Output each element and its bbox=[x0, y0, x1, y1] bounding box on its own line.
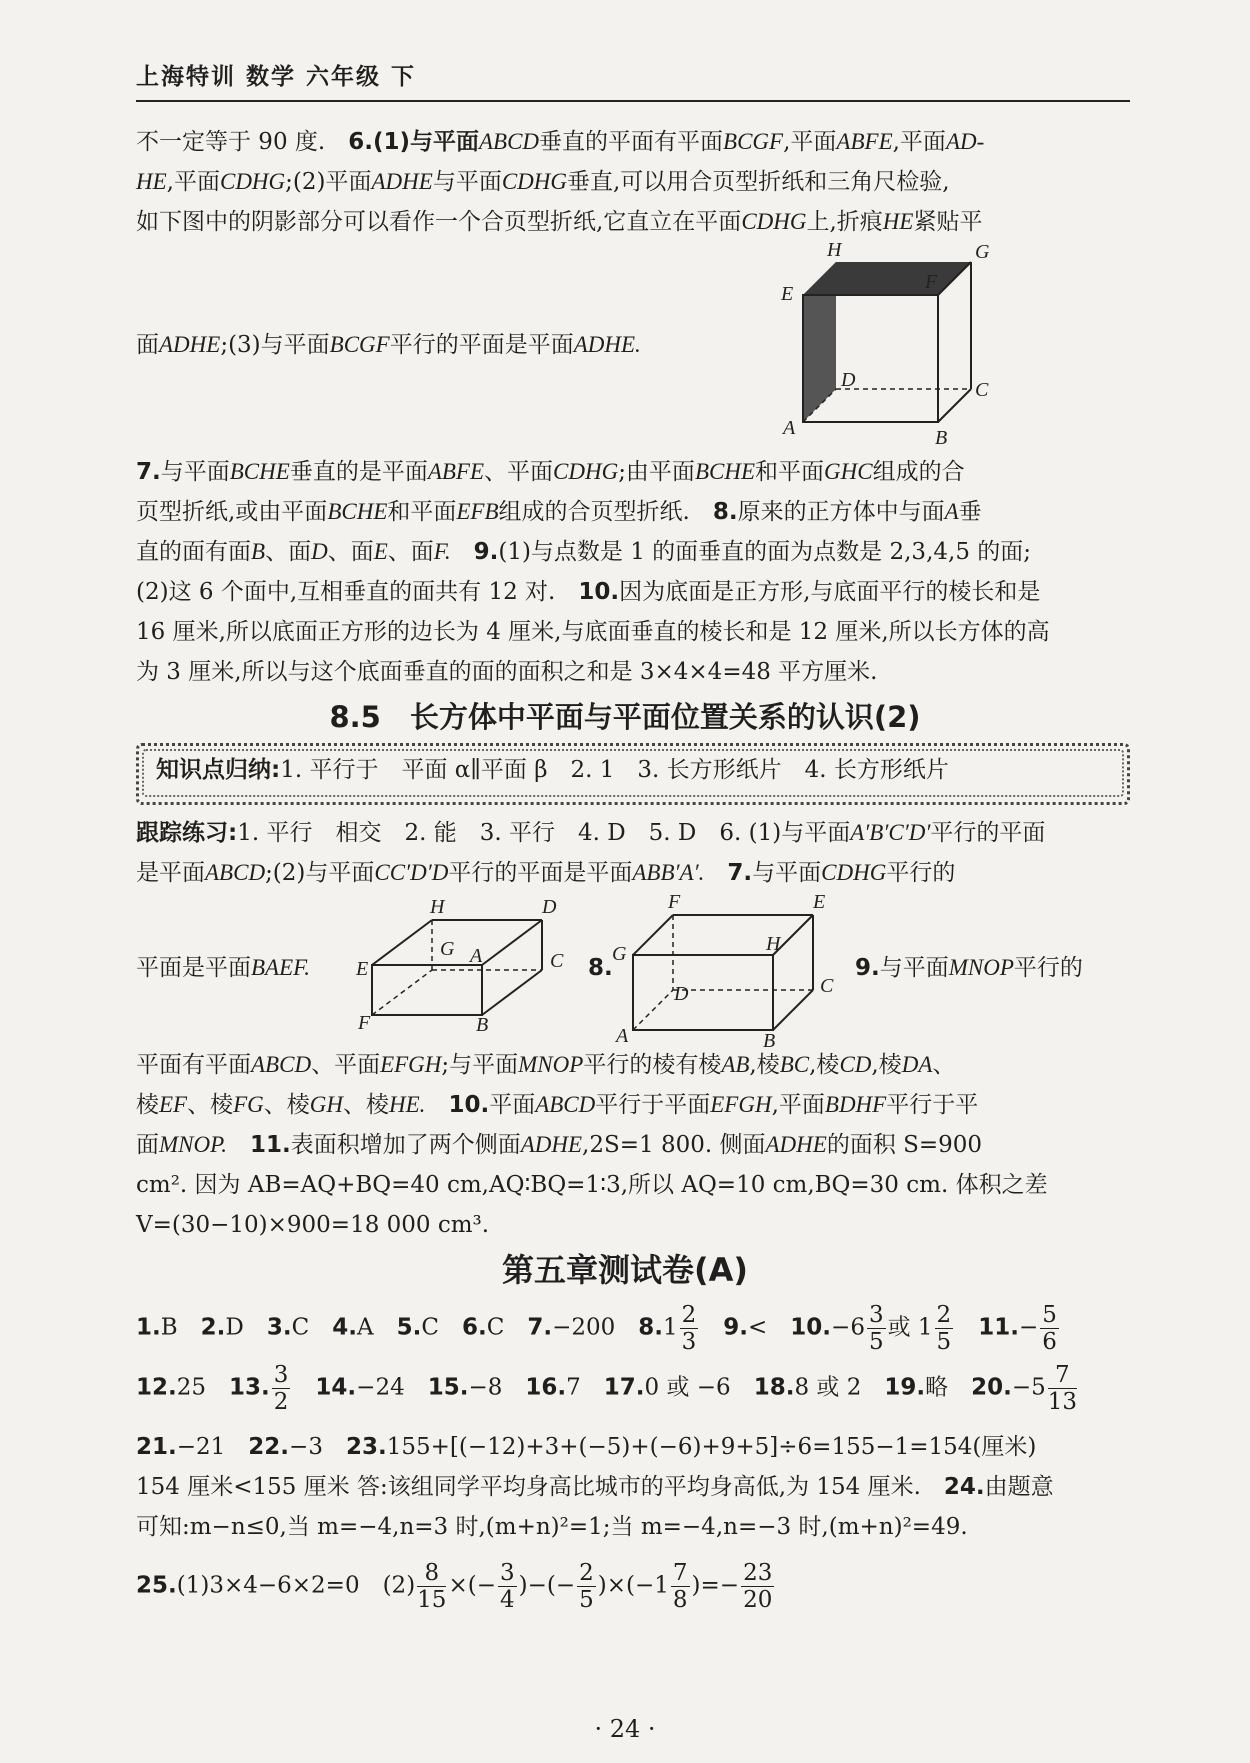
text-line: (2)这 6 个面中,互相垂直的面共有 12 对. 10.因为底面是正方形,与底面平行的棱长和是 bbox=[136, 579, 1041, 605]
text-line: V=(30−10)×900=18 000 cm³. bbox=[136, 1212, 490, 1238]
chapter-title: 第五章测试卷(A) bbox=[501, 1251, 749, 1289]
label-c: C bbox=[550, 950, 564, 972]
label-e: E bbox=[356, 958, 369, 980]
text-line: 不一定等于 90 度. 6.(1)与平面ABCD垂直的平面有平面BCGF,平面ABFE,平面AD- bbox=[136, 129, 985, 155]
answer-row: 可知:m−n≤0,当 m=−4,n=3 时,(m+n)²=1;当 m=−4,n=−3 时,(m+n)²=49. bbox=[136, 1514, 968, 1540]
label-g: G bbox=[440, 938, 455, 960]
label-c: C bbox=[975, 379, 989, 401]
text-line: 为 3 厘米,所以与这个底面垂直的面的面积之和是 3×4×4=48 平方厘米. bbox=[136, 659, 878, 685]
section-title-8-5: 8.5 长方体中平面与平面位置关系的认识(2) bbox=[329, 700, 921, 734]
label-e: E bbox=[781, 283, 794, 305]
header-rule bbox=[136, 100, 1130, 102]
box-figure-3 bbox=[608, 890, 838, 1050]
label-h: H bbox=[430, 896, 445, 918]
answer-row: 25.(1)3×4−6×2=0 (2) $\frac{8}{15}$ ×(− $\frac{3}{4}$ )−(− $\frac{2}{5}$ )×(−1 $\frac{7}{8}$ )=− $\frac{23}{20}$ bbox=[136, 1560, 773, 1613]
page-number: · 24 · bbox=[594, 1715, 656, 1743]
text-line: 面MNOP. 11.表面积增加了两个侧面ADHE,2S=1 800. 侧面ADHE的面积 S=900 bbox=[136, 1132, 983, 1158]
answer-row: 21.−21 22.−3 23.155+[(−12)+3+(−5)+(−6)+9+5]÷6=155−1=154(厘米) bbox=[136, 1434, 1037, 1460]
label-a: A bbox=[616, 1025, 629, 1047]
label-d: D bbox=[542, 896, 557, 918]
label-f: F bbox=[358, 1012, 371, 1034]
label-a: A bbox=[470, 945, 483, 967]
text-line: 直的面有面B、面D、面E、面F. 9.(1)与点数是 1 的面垂直的面为点数是 2,3,4,5 的面; bbox=[136, 539, 1032, 565]
label-b: B bbox=[476, 1014, 489, 1035]
label-f: F bbox=[668, 891, 681, 913]
answer-row: 1.B 2.D 3.C 4.A 5.C 6.C 7.−200 8.1 $\frac{2}{3}$ 9.< 10.−6 $\frac{3}{5}$ 或 1 $\frac{2}{5}$ 11.− $\frac{5}{6}$ bbox=[136, 1302, 1057, 1355]
label-e: E bbox=[813, 891, 826, 913]
label-b: B bbox=[763, 1030, 776, 1050]
label-d: D bbox=[841, 369, 856, 391]
label-h: H bbox=[766, 933, 781, 955]
text-line: 16 厘米,所以底面正方形的边长为 4 厘米,与底面垂直的棱长和是 12 厘米,所以长方体的高 bbox=[136, 619, 1050, 645]
text-line: HE,平面CDHG;(2)平面ADHE与平面CDHG垂直,可以用合页型折纸和三角尺检验, bbox=[136, 169, 950, 195]
text-line: 棱EF、棱FG、棱GH、棱HE. 10.平面ABCD平行于平面EFGH,平面BDHF平行于平 bbox=[136, 1092, 979, 1118]
label-g: G bbox=[612, 943, 627, 965]
box-figure-2 bbox=[352, 895, 572, 1035]
label-f: F bbox=[925, 271, 938, 293]
label-b: B bbox=[935, 427, 948, 449]
text-line: cm². 因为 AB=AQ+BQ=40 cm,AQ∶BQ=1∶3,所以 AQ=10 cm,BQ=30 cm. 体积之差 bbox=[136, 1172, 1048, 1198]
answer-row: 12.25 13. $\frac{3}{2}$ 14.−24 15.−8 16.7 17.0 或 −6 18.8 或 2 19.略 20.−5 $\frac{7}{13}$ bbox=[136, 1362, 1078, 1415]
text-line: 如下图中的阴影部分可以看作一个合页型折纸,它直立在平面CDHG上,折痕HE紧贴平 bbox=[136, 209, 983, 235]
cube-figure-1 bbox=[775, 238, 1005, 453]
summary-line: 知识点归纳:1. 平行于 平面 α∥平面 β 2. 1 3. 长方形纸片 4. 长方形纸片 bbox=[156, 757, 949, 783]
label-c: C bbox=[820, 975, 834, 997]
text-line: 平面有平面ABCD、平面EFGH;与平面MNOP平行的棱有棱AB,棱BC,棱CD,棱DA、 bbox=[136, 1052, 956, 1078]
text-line: 平面是平面BAEF. bbox=[136, 955, 310, 981]
text-line: 7.与平面BCHE垂直的是平面ABFE、平面CDHG;由平面BCHE和平面GHC组成的合 bbox=[136, 459, 965, 485]
shaded-top-face bbox=[803, 262, 971, 295]
text-line: 8. bbox=[588, 955, 613, 981]
label-a: A bbox=[783, 417, 796, 439]
label-h: H bbox=[827, 239, 842, 261]
text-line: 是平面ABCD;(2)与平面CC′D′D平行的平面是平面ABB′A′. 7.与平面CDHG平行的 bbox=[136, 860, 956, 886]
text-line: 跟踪练习:1. 平行 相交 2. 能 3. 平行 4. D 5. D 6. (1)与平面A′B′C′D′平行的平面 bbox=[136, 820, 1046, 846]
running-header: 上海特训 数学 六年级 下 bbox=[136, 64, 417, 90]
text-line: 页型折纸,或由平面BCHE和平面EFB组成的合页型折纸. 8.原来的正方体中与面A垂 bbox=[136, 499, 982, 525]
text-line: 面ADHE;(3)与平面BCGF平行的平面是平面ADHE. bbox=[136, 332, 641, 358]
label-d: D bbox=[674, 983, 689, 1005]
text-line: 9.与平面MNOP平行的 bbox=[855, 955, 1083, 981]
label-g: G bbox=[975, 241, 990, 263]
answer-row: 154 厘米<155 厘米 答:该组同学平均身高比城市的平均身高低,为 154 厘米. 24.由题意 bbox=[136, 1474, 1054, 1500]
